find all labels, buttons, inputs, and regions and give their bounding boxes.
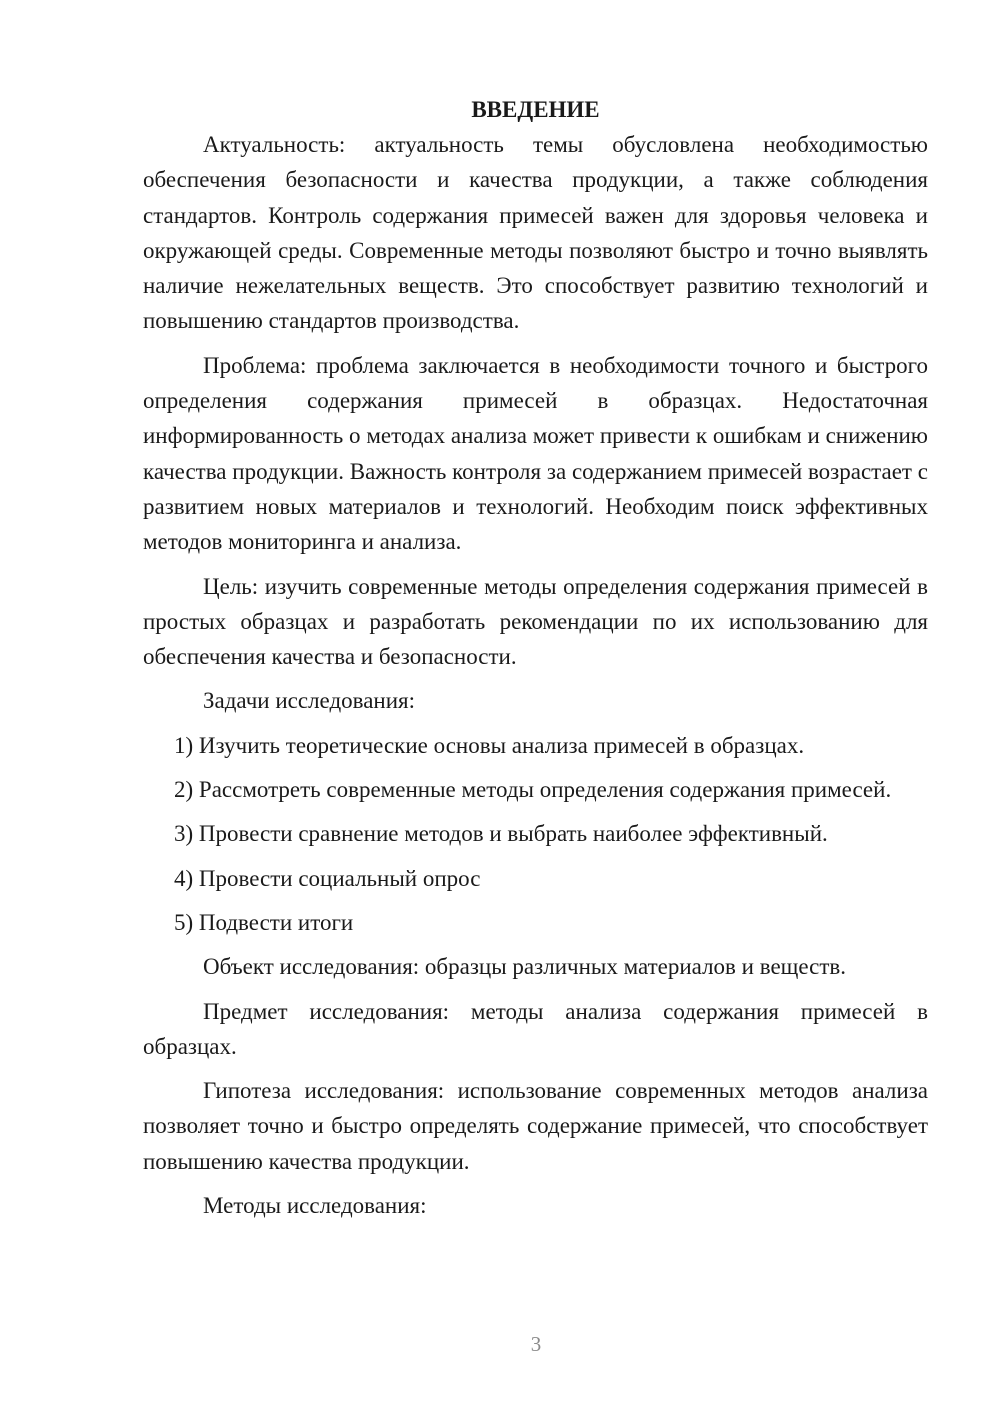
problem-paragraph: Проблема: проблема заключается в необходимости точного и быстрого определения содержания примесей в образцах. Недостаточная информированность о методах анализа может привести к ошибкам и снижению качества продукции. Важность контроля за содержанием примесей возрастает с развитием новых материалов и технологий. Необходим поиск эффективных методов мониторинга и анализа. [143, 352, 928, 555]
task-item-2: 2) Рассмотреть современные методы определения содержания примесей. [174, 777, 892, 803]
page-number: 3 [530, 1332, 542, 1356]
task-item-3: 3) Провести сравнение методов и выбрать наиболее эффективный. [174, 821, 828, 847]
task-item-5: 5) Подвести итоги [174, 909, 354, 935]
task-item-1: 1) Изучить теоретические основы анализа примесей в образцах. [174, 732, 805, 758]
subject-paragraph: Предмет исследования: методы анализа содержания примесей в образцах. [143, 998, 928, 1059]
document-page [143, 92, 928, 1232]
relevance-paragraph: Актуальность: актуальность темы обусловлена необходимостью обеспечения безопасности и качества продукции, а также соблюдения стандартов. Контроль содержания примесей важен для здоровья человека и окружающей среды. Современные методы позволяют быстро и точно выявлять наличие нежелательных веществ. Это способствует развитию технологий и повышению стандартов производства. [143, 132, 928, 334]
object-paragraph: Объект исследования: образцы различных материалов и веществ. [203, 954, 847, 980]
hypothesis-paragraph: Гипотеза исследования: использование современных методов анализа позволяет точно и быстро определять содержание примесей, что способствует повышению качества продукции. [143, 1078, 928, 1174]
tasks-heading: Задачи исследования: [203, 688, 416, 714]
methods-heading: Методы исследования: [203, 1193, 427, 1219]
task-item-4: 4) Провести социальный опрос [174, 865, 481, 891]
section-title: ВВЕДЕНИЕ [471, 97, 600, 122]
goal-paragraph: Цель: изучить современные методы определения содержания примесей в простых образцах и разработать рекомендации по их использованию для обеспечения качества и безопасности. [143, 573, 928, 670]
